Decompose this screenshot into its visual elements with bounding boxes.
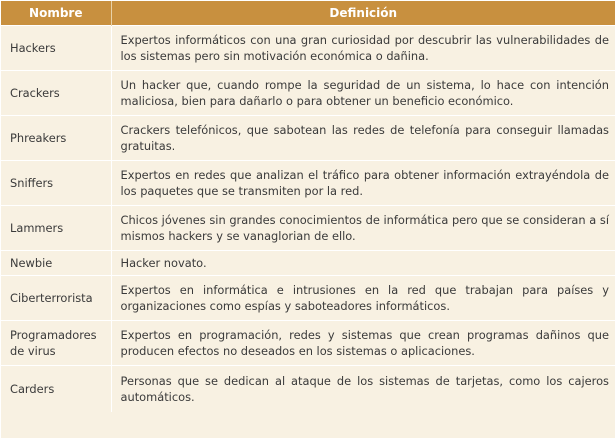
definition-cell: Chicos jóvenes sin grandes conocimientos de informática pero que se consideran a sí mismos hackers y se vanaglorian de ello. xyxy=(111,206,615,251)
definition-cell: Hacker novato. xyxy=(111,251,615,276)
term-cell: Hackers xyxy=(1,26,111,71)
term-cell: Programadores de virus xyxy=(1,321,111,366)
definition-cell: Un hacker que, cuando rompe la seguridad de un sistema, lo hace con intención maliciosa, bien para dañarlo o para obtener un beneficio económico. xyxy=(111,71,615,116)
definition-cell: Expertos informáticos con una gran curiosidad por descubrir las vulnerabilidades de los sistemas pero sin motivación económica o dañina. xyxy=(111,26,615,71)
table-row xyxy=(1,206,615,251)
definition-cell: Personas que se dedican al ataque de los sistemas de tarjetas, como los cajeros automáticos. xyxy=(111,366,615,412)
term-cell: Lammers xyxy=(1,206,111,251)
definition-cell: Expertos en programación, redes y sistemas que crean programas dañinos que producen efectos no deseados en los sistemas o aplicaciones. xyxy=(111,321,615,366)
header-nombre: Nombre xyxy=(1,1,111,26)
table-row xyxy=(1,26,615,71)
table-row xyxy=(1,276,615,321)
table-row xyxy=(1,251,615,276)
definition-cell: Expertos en redes que analizan el tráfico para obtener información extrayéndola de los paquetes que se transmiten por la red. xyxy=(111,161,615,206)
glossary-table-container xyxy=(1,1,615,438)
definition-cell: Expertos en informática e intrusiones en la red que trabajan para países y organizaciones como espías y saboteadores informáticos. xyxy=(111,276,615,321)
term-cell: Crackers xyxy=(1,71,111,116)
definition-cell: Crackers telefónicos, que sabotean las redes de telefonía para conseguir llamadas gratuitas. xyxy=(111,116,615,161)
glossary-table xyxy=(1,1,615,412)
table-row xyxy=(1,116,615,161)
table-body xyxy=(1,26,615,412)
header-row xyxy=(1,1,615,26)
term-cell: Newbie xyxy=(1,251,111,276)
table-row xyxy=(1,161,615,206)
header-definicion: Definición xyxy=(111,1,615,26)
term-cell: Ciberterrorista xyxy=(1,276,111,321)
term-cell: Phreakers xyxy=(1,116,111,161)
term-cell: Sniffers xyxy=(1,161,111,206)
term-cell: Carders xyxy=(1,366,111,412)
table-header xyxy=(1,1,615,26)
table-row xyxy=(1,321,615,366)
table-row xyxy=(1,366,615,412)
table-row xyxy=(1,71,615,116)
